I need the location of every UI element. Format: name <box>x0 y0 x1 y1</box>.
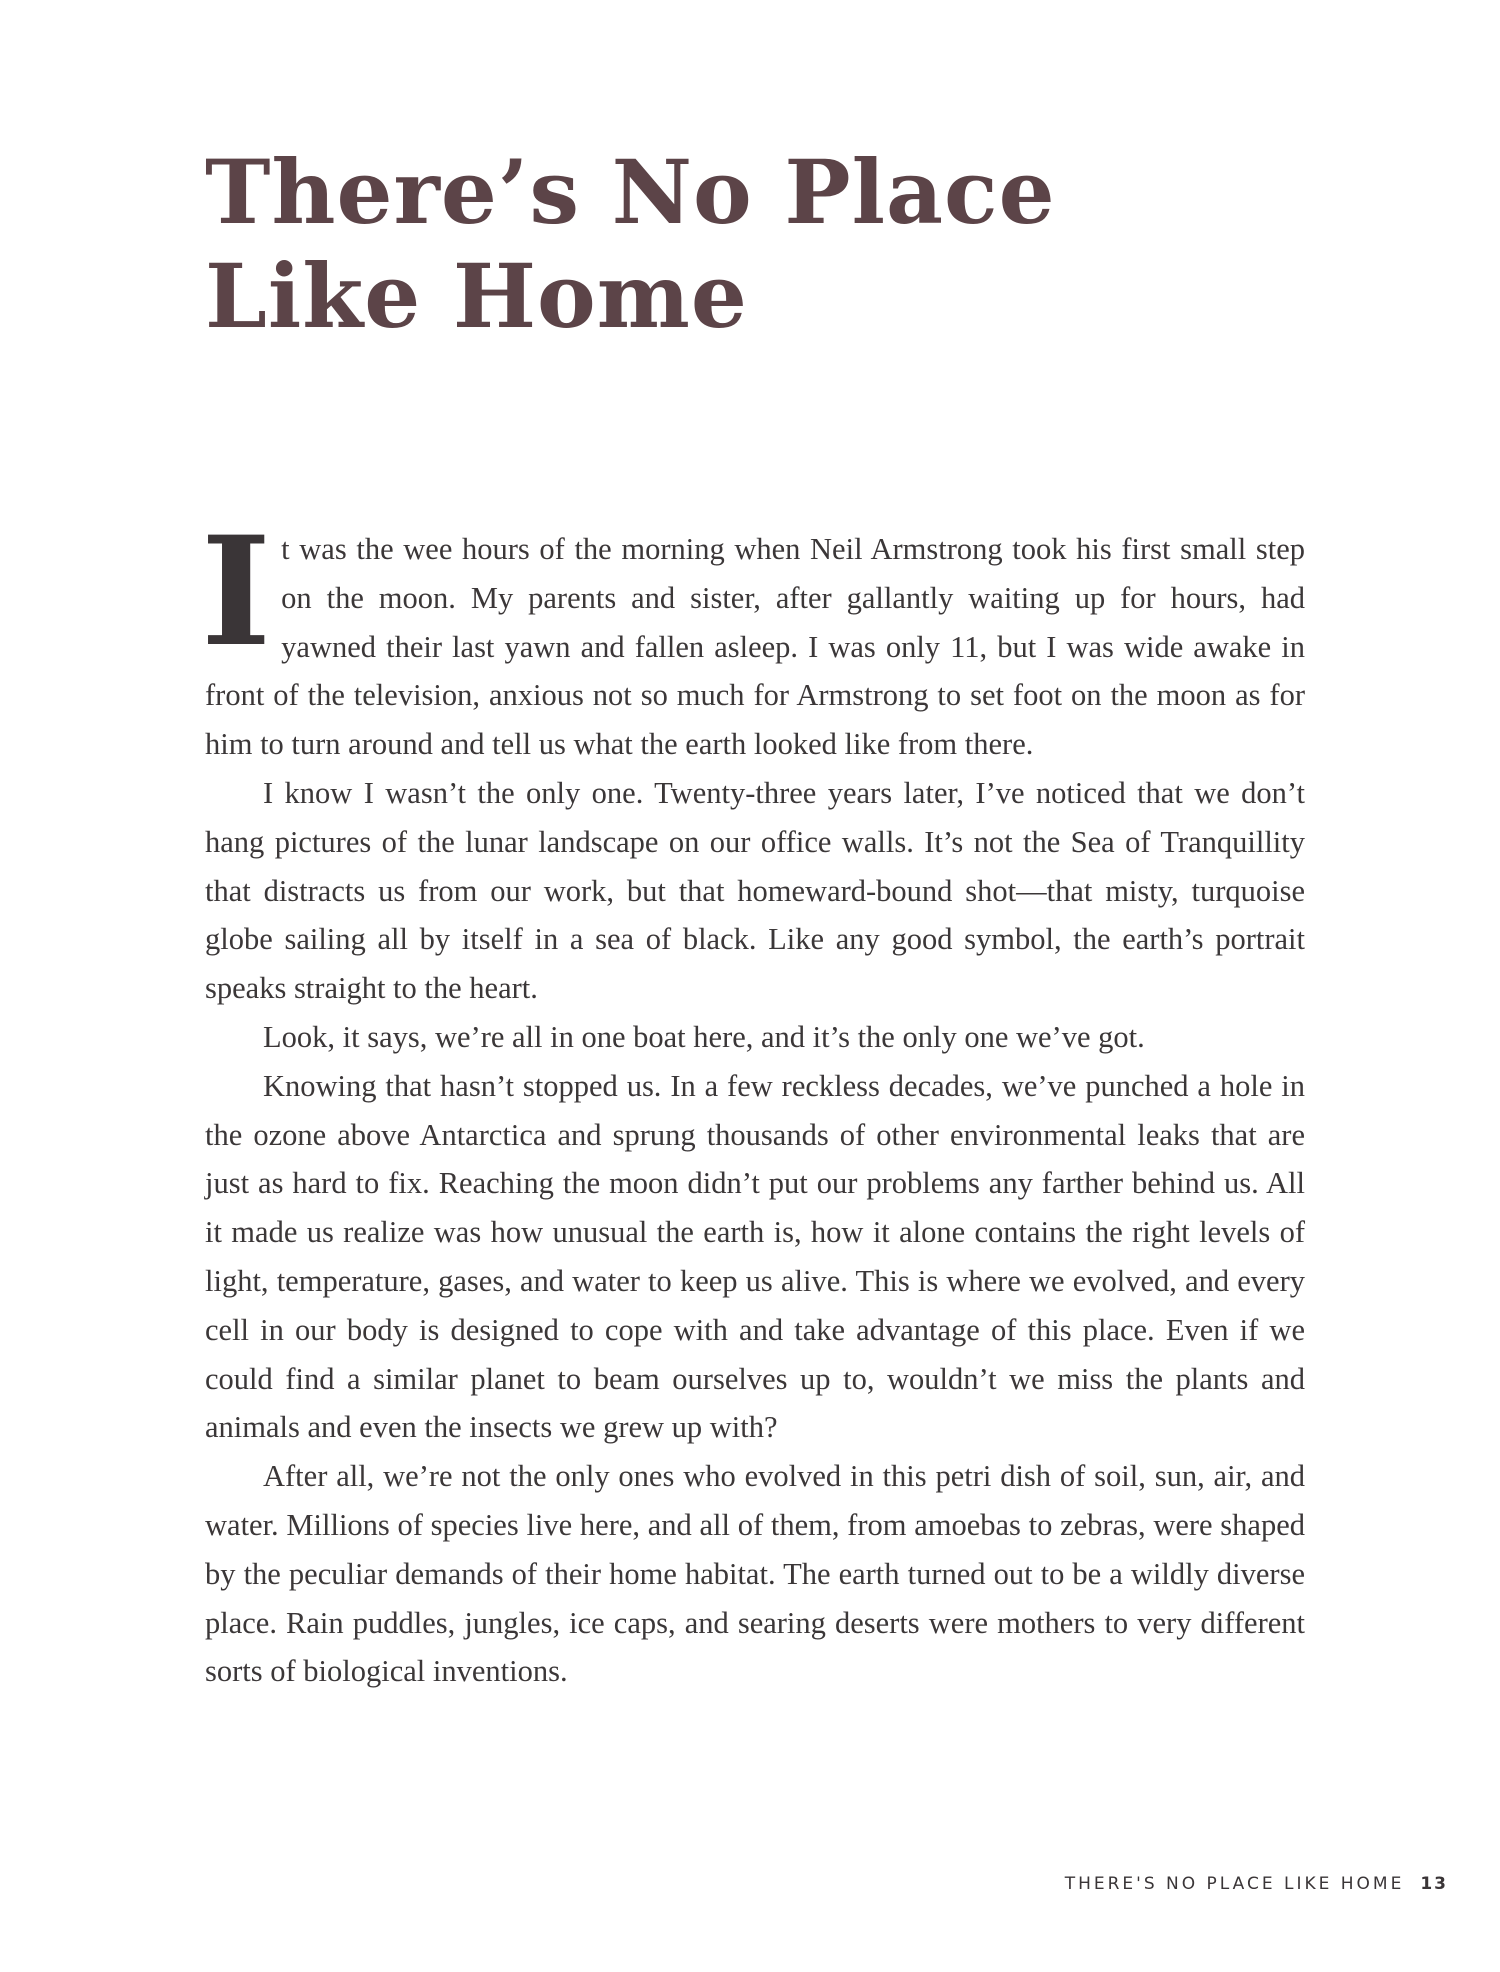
running-head: THERE'S NO PLACE LIKE HOME <box>1064 1874 1405 1894</box>
chapter-title-line-1: There’s No Place <box>205 140 1056 244</box>
paragraph-2: I know I wasn’t the only one. Twenty-three years later, I’ve noticed that we don’t hang pictures of the lunar landscape on our office walls. It’s not the Sea of Tranquillity that distracts us from our work, but that homeward-bound shot—that misty, turquoise globe sailing all by itself in a sea of black. Like any good symbol, the earth’s portrait speaks straight to the heart. <box>205 775 1305 1006</box>
paragraph-4: Knowing that hasn’t stopped us. In a few reckless decades, we’ve punched a hole in the ozone above Antarctica and sprung thousands of other environmental leaks that are just as hard to fix. Reaching the moon didn’t put our problems any farther behind us. All it made us realize was how unusual the earth is, how it alone contains the right levels of light, temperature, gases, and water to keep us alive. This is where we evolved, and every cell in our body is designed to cope with and take advantage of this place. Even if we could find a similar planet to beam ourselves up to, wouldn’t we miss the plants and animals and even the insects we grew up with? <box>205 1068 1305 1445</box>
paragraph-1-text: t was the wee hours of the morning when Neil Armstrong took his first small step on the moon. My parents and sister, after gallantly waiting up for hours, had yawned their last yawn and fallen asleep. I was only 11, but I was wide awake in front of the television, anxious not so much for Armstrong to set foot on the moon as for him to turn around and tell us what the earth looked like from there. <box>205 532 1305 762</box>
chapter-title-line-2: Like Home <box>205 244 748 348</box>
paragraph-1 <box>201 504 1305 769</box>
page-number: 13 <box>1420 1874 1448 1894</box>
paragraph-3: Look, it says, we’re all in one boat here, and it’s the only one we’ve got. <box>263 1019 1145 1054</box>
drop-cap: I <box>201 504 272 680</box>
chapter-body <box>201 504 1305 1696</box>
page-footer <box>1065 1874 1448 1894</box>
paragraph-5: After all, we’re not the only ones who evolved in this petri dish of soil, sun, air, and water. Millions of species live here, and all of them, from amoebas to zebras, were shaped by the peculiar demands of their home habitat. The earth turned out to be a wildly diverse place. Rain puddles, jungles, ice caps, and searing deserts were mothers to very different sorts of biological inventions. <box>205 1459 1305 1689</box>
chapter-title <box>205 140 1305 348</box>
